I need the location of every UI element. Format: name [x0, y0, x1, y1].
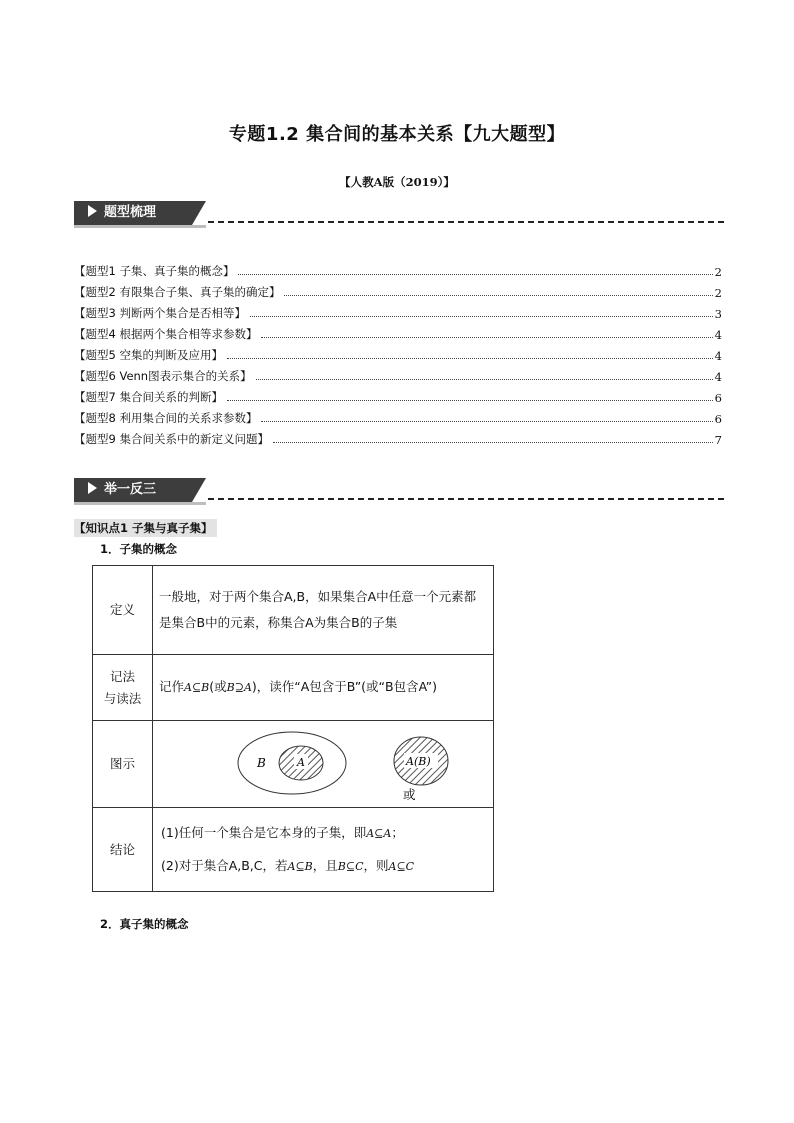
- toc-item[interactable]: [74, 342, 722, 363]
- toc-label: 【题型5 空集的判断及应用】: [74, 348, 223, 362]
- row-text: (1)任何一个集合是它本身的子集，即: [161, 825, 367, 840]
- toc-item[interactable]: [74, 300, 722, 321]
- toc-page: 6: [714, 412, 722, 426]
- section-title: 举一反三: [104, 482, 157, 497]
- play-arrow-icon: [88, 482, 97, 494]
- toc-page: 3: [714, 307, 722, 321]
- table-of-contents: [74, 258, 722, 447]
- subset-definition-table: [92, 565, 494, 892]
- toc-label: 【题型6 Venn图表示集合的关系】: [74, 369, 252, 383]
- row-text: ，且: [312, 857, 338, 873]
- math-expr: A⊆B: [287, 859, 313, 873]
- toc-page: 6: [714, 391, 722, 405]
- toc-page: 4: [714, 349, 722, 363]
- toc-item[interactable]: [74, 384, 722, 405]
- section-header-practice: [74, 478, 724, 504]
- toc-label: 【题型9 集合间关系中的新定义问题】: [74, 432, 269, 446]
- conclusion-line: [161, 850, 487, 883]
- toc-item[interactable]: [74, 258, 722, 279]
- play-arrow-icon: [88, 205, 97, 217]
- subsection-heading: 2．真子集的概念: [100, 917, 189, 931]
- math-expr: B⊇A: [226, 681, 252, 695]
- toc-label: 【题型2 有限集合子集、真子集的确定】: [74, 285, 281, 299]
- toc-page: 4: [714, 328, 722, 342]
- dashed-divider: [208, 498, 724, 500]
- row-text: (或: [209, 679, 227, 695]
- toc-page: 2: [714, 265, 722, 279]
- toc-label: 【题型1 子集、真子集的概念】: [74, 264, 235, 278]
- venn-label-a: A: [297, 756, 305, 769]
- toc-item[interactable]: [74, 363, 722, 384]
- venn-label-ab: A(B): [406, 755, 431, 768]
- toc-label: 【题型3 判断两个集合是否相等】: [74, 306, 246, 320]
- row-key: 图示: [93, 721, 153, 808]
- page-title: 专题1.2 集合间的基本关系【九大题型】: [228, 124, 566, 145]
- math-expr: A⊆A: [366, 827, 392, 840]
- row-text: (2)对于集合A,B,C，若: [161, 857, 288, 873]
- toc-item[interactable]: [74, 279, 722, 300]
- row-key: 记法: [109, 669, 135, 685]
- section-title: 题型梳理: [104, 205, 157, 220]
- row-text: ；: [391, 825, 404, 840]
- table-row: [93, 566, 494, 655]
- toc-item[interactable]: [74, 426, 722, 447]
- table-row: [93, 808, 494, 892]
- math-expr: A⊆B: [184, 681, 210, 695]
- row-key: 定义: [93, 566, 153, 655]
- venn-diagram: [153, 721, 493, 807]
- page-subtitle: 【人教A版（2019）】: [339, 175, 455, 189]
- section-header-toc: [74, 201, 724, 227]
- row-key: 结论: [93, 808, 153, 892]
- venn-label-b: B: [257, 756, 266, 770]
- math-expr: A⊆C: [388, 859, 415, 873]
- toc-page: 4: [714, 370, 722, 384]
- row-text: )，读作“A包含于B”(或“B包含A”): [251, 679, 437, 695]
- subsection-heading: 1．子集的概念: [100, 542, 178, 556]
- conclusion-line: [161, 817, 487, 850]
- toc-label: 【题型4 根据两个集合相等求参数】: [74, 327, 258, 341]
- table-row: [93, 721, 494, 808]
- math-expr: B⊆C: [337, 859, 364, 873]
- dashed-divider: [208, 221, 724, 223]
- venn-or-label: 或: [403, 787, 416, 802]
- toc-item[interactable]: [74, 405, 722, 426]
- row-text: ，则: [363, 857, 389, 873]
- toc-item[interactable]: [74, 321, 722, 342]
- toc-label: 【题型7 集合间关系的判断】: [74, 390, 223, 404]
- row-key: 与读法: [103, 690, 142, 706]
- toc-page: 7: [714, 433, 722, 447]
- toc-label: 【题型8 利用集合间的关系求参数】: [74, 411, 258, 425]
- toc-page: 2: [714, 286, 722, 300]
- row-value: 一般地，对于两个集合A,B，如果集合A中任意一个元素都是集合B中的元素，称集合A为集合B的子集: [153, 566, 494, 655]
- row-text: 记作: [159, 679, 185, 695]
- table-row: [93, 655, 494, 721]
- knowledge-point-label: 【知识点1 子集与真子集】: [74, 519, 217, 537]
